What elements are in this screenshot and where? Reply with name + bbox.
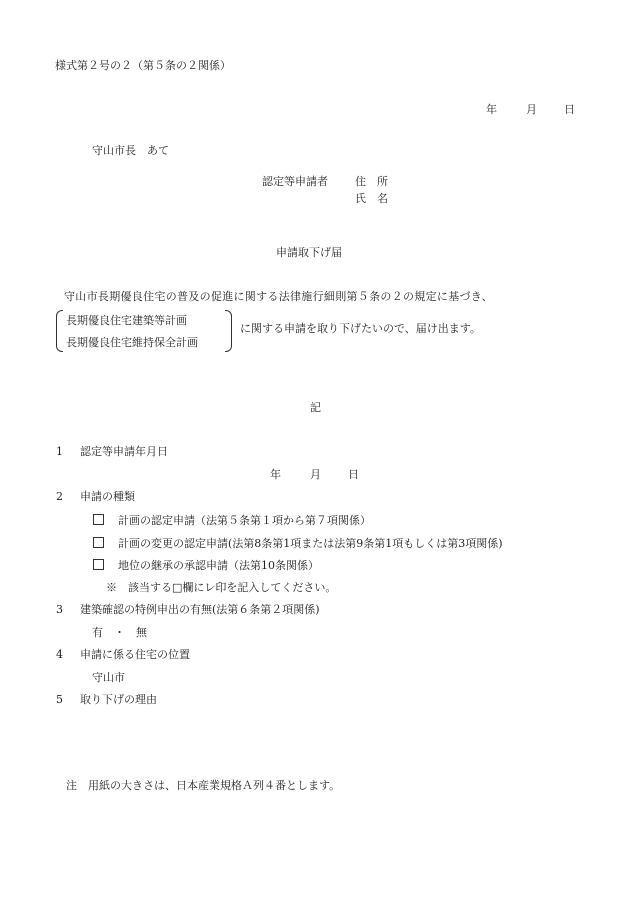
document-title: 申請取下げ届 [276,246,342,259]
checkbox-icon[interactable] [93,537,104,548]
item-label: 申請に係る住宅の位置 [80,648,190,661]
body-line-2: に関する申請を取り下げたいので、届け出ます。 [240,322,481,335]
application-type-option-3[interactable] [93,559,319,571]
plan-type-bracket [56,310,232,352]
body-line-1: 守山市長期優良住宅の普及の促進に関する法律施行細則第５条の２の規定に基づき、 [64,290,493,303]
item-number: 4 [56,648,63,661]
bracket-option-1: 長期優良住宅建築等計画 [66,314,187,327]
checkbox-icon[interactable] [93,559,104,570]
item-label: 申請の種類 [80,490,135,503]
day-label: 日 [348,468,359,481]
item-number: 5 [56,693,63,706]
left-bracket [56,310,63,352]
form-number: 様式第２号の２（第５条の２関係） [55,59,231,72]
year-label: 年 [486,103,497,116]
year-label: 年 [270,468,281,481]
address-label: 住 所 [355,175,388,188]
location-value: 守山市 [92,671,125,684]
item-number: 1 [56,445,63,458]
application-type-option-1[interactable] [93,514,371,526]
day-label: 日 [564,103,575,116]
footnote: 注 用紙の大きさは、日本産業規格Ａ列４番とします。 [66,779,341,792]
yes-no-choice[interactable]: 有 ・ 無 [92,626,147,639]
ki-heading: 記 [310,401,321,414]
item-number: 3 [56,603,63,616]
checkbox-note: ※ 該当する□欄にレ印を記入してください。 [106,581,337,594]
month-label: 月 [526,103,537,116]
name-label: 氏 名 [355,192,388,205]
applicant-label: 認定等申請者 [262,175,328,188]
addressee: 守山市長 あて [92,144,169,157]
item-label: 建築確認の特例申出の有無(法第６条第２項関係) [80,603,320,616]
bracket-option-2: 長期優良住宅維持保全計画 [66,336,198,349]
month-label: 月 [310,468,321,481]
item-number: 2 [56,490,63,503]
checkbox-icon[interactable] [93,514,104,525]
right-bracket [225,310,232,352]
option-label: 計画の変更の認定申請(法第8条第1項または法第9条第1項もしくは第3項関係) [118,537,503,550]
item-label: 認定等申請年月日 [80,445,168,458]
option-label: 計画の認定申請（法第５条第１項から第７項関係） [118,514,371,527]
option-label: 地位の継承の承認申請（法第10条関係） [118,559,319,572]
application-type-option-2[interactable] [93,537,503,549]
item-label: 取り下げの理由 [80,693,157,706]
